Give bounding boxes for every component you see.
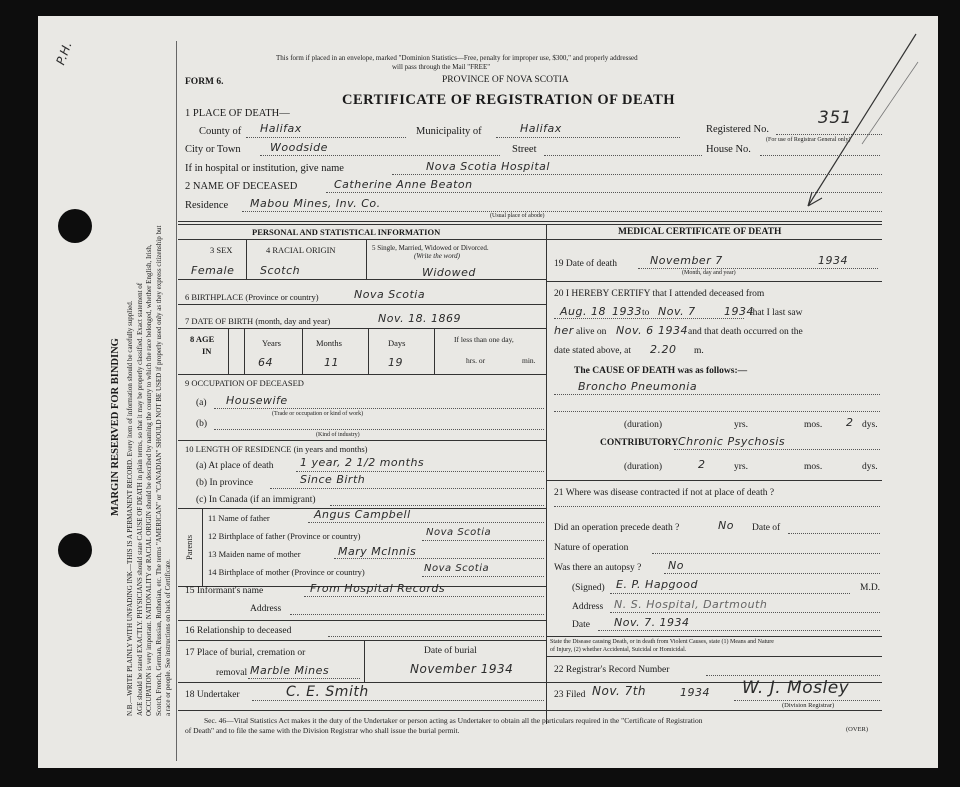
- operation-date-label: Date of: [752, 523, 781, 533]
- margin-instructions: N.B.—WRITE PLAINLY WITH UNFADING INK—THIS IS A PERMANENT RECORD. Every item of information should be carefully supplied. AGE should be stated EXACTLY. PHYSICIANS should state CAUSE OF DEATH in plain terms, so that it may be properly classified. Exact statement of OCCUPATION is very important. NATIONALITY or RACIAL ORIGIN should be described by naming the country to which the race belonged, whether English, Irish, Scotch, French, German, Russian, Ruthenian, etc. The terms "AMERICAN" or "CANADIAN" SHOULD NOT BE USED if properly used only as they express citizenship but a race or people. See instructions on back of Certificate.: [126, 225, 172, 716]
- in-province-label: (b) In province: [196, 478, 253, 488]
- signed-line: [610, 593, 850, 594]
- mother-line: [334, 558, 544, 559]
- cause-line: [554, 394, 880, 395]
- residence-value: Mabou Mines, Inv. Co.: [250, 197, 381, 210]
- occupation-note-a: (Trade or occupation or kind of work): [272, 411, 364, 417]
- personal-heading: PERSONAL AND STATISTICAL INFORMATION: [252, 227, 441, 237]
- cell-divider: [228, 328, 229, 374]
- sign-date-value: Nov. 7. 1934: [614, 616, 690, 629]
- registrar-line: [734, 700, 880, 701]
- duration-label: (duration): [624, 420, 662, 430]
- cause-days: 2: [846, 416, 854, 429]
- county-line: [246, 137, 406, 138]
- in-canada-line: [330, 505, 544, 506]
- min-label: min.: [522, 356, 536, 365]
- attended-line: [554, 318, 744, 319]
- contributory-years: 2: [698, 458, 706, 471]
- md-label: M.D.: [860, 583, 881, 593]
- nature-line: [652, 553, 880, 554]
- row-line: [546, 656, 882, 657]
- mother-birthplace-label: 14 Birthplace of mother (Province or country): [208, 567, 365, 577]
- filed-label: 23 Filed: [554, 690, 586, 700]
- place-of-death-heading: 1 PLACE OF DEATH—: [185, 108, 290, 119]
- row-line: [178, 682, 546, 683]
- signed-label: (Signed): [572, 583, 605, 593]
- attended-to-year: 1934: [724, 305, 754, 318]
- attended-to-label: to: [642, 308, 650, 318]
- death-time: 2.20: [650, 343, 677, 356]
- residence-label: Residence: [185, 200, 229, 211]
- cause-label: The CAUSE OF DEATH was as follows:—: [574, 366, 748, 376]
- violent-note: State the Disease causing Death, or in death from Violent Causes, state (1) Means and Nature: [550, 639, 774, 645]
- envelope-note-2: will pass through the Mail "FREE": [392, 63, 491, 71]
- pencil-note: P.H.: [53, 39, 75, 67]
- yrs-label-2: yrs.: [734, 462, 748, 472]
- margin-title: MARGIN RESERVED FOR BINDING: [110, 338, 121, 516]
- hospital-value: Nova Scotia Hospital: [426, 160, 550, 173]
- residence-note: (Usual place of abode): [490, 213, 545, 219]
- father-line: [308, 522, 544, 523]
- physician-address-value: N. S. Hospital, Dartmouth: [614, 598, 768, 611]
- burial-place-value: Marble Mines: [250, 664, 330, 677]
- undertaker-value: C. E. Smith: [286, 684, 369, 700]
- cell-divider: [246, 239, 247, 279]
- county-label: County of: [199, 126, 242, 137]
- death-date-year: 1934: [818, 254, 848, 267]
- municipality-value: Halifax: [520, 122, 562, 135]
- in-province-line: [270, 488, 544, 489]
- birthplace-value: Nova Scotia: [354, 288, 426, 301]
- medical-heading: MEDICAL CERTIFICATE OF DEATH: [618, 227, 782, 237]
- operation-date-line: [788, 533, 880, 534]
- father-value: Angus Campbell: [314, 508, 411, 521]
- industry-line: [214, 429, 544, 430]
- in-canada-label: (c) In Canada (if an immigrant): [196, 495, 316, 505]
- autopsy-value: No: [668, 559, 684, 572]
- row-line: [178, 239, 546, 240]
- registered-no-label: Registered No.: [706, 124, 769, 135]
- cause-value: Broncho Pneumonia: [578, 380, 698, 393]
- mother-value: Mary McInnis: [338, 545, 417, 558]
- marital-label: 5 Single, Married, Widowed or Divorced.: [372, 244, 489, 252]
- municipality-line: [496, 137, 680, 138]
- m-label: m.: [694, 346, 704, 356]
- burial-removal-label: removal: [216, 668, 248, 678]
- sign-date-label: Date: [572, 620, 590, 630]
- autopsy-label: Was there an autopsy ?: [554, 563, 642, 573]
- registrar-note: (Division Registrar): [782, 702, 835, 709]
- house-no-label: House No.: [706, 144, 751, 155]
- section-divider: [178, 221, 882, 222]
- row-line: [178, 304, 546, 305]
- father-birthplace-value: Nova Scotia: [426, 527, 492, 538]
- mother-birthplace-value: Nova Scotia: [424, 563, 490, 574]
- months-label: Months: [316, 338, 342, 348]
- informant-line: [304, 596, 544, 597]
- occupation-line: [214, 408, 544, 409]
- in-province-value: Since Birth: [300, 473, 366, 486]
- informant-address-label: Address: [250, 604, 282, 614]
- nature-label: Nature of operation: [554, 543, 629, 553]
- father-birthplace-label: 12 Birthplace of father (Province or country): [208, 531, 361, 541]
- father-birthplace-line: [422, 540, 544, 541]
- informant-value: From Hospital Records: [310, 582, 446, 595]
- cell-divider: [364, 640, 365, 682]
- contributory-value: Chronic Psychosis: [678, 435, 786, 448]
- contributory-label: CONTRIBUTORY: [600, 438, 679, 448]
- city-line: [260, 155, 500, 156]
- duration-label-2: (duration): [624, 462, 662, 472]
- death-date-note: (Month, day and year): [682, 270, 736, 276]
- burial-date-value: November 1934: [410, 662, 514, 676]
- form-number: FORM 6.: [185, 77, 224, 87]
- certificate-title: CERTIFICATE OF REGISTRATION OF DEATH: [342, 92, 676, 108]
- yrs-label: yrs.: [734, 420, 748, 430]
- dob-label: 7 DATE OF BIRTH (month, day and year): [185, 316, 331, 326]
- last-saw-label: that I last saw: [750, 308, 803, 318]
- footer-rule: [178, 710, 882, 711]
- county-value: Halifax: [260, 122, 302, 135]
- alive-label: alive on: [576, 327, 607, 337]
- cause-line-2: [554, 411, 880, 412]
- registrar-record-line: [706, 675, 880, 676]
- footer-line-2: of Death" and to file the same with the Division Registrar who shall issue the burial permit.: [185, 726, 460, 735]
- racial-value: Scotch: [260, 264, 301, 277]
- informant-address-line: [290, 614, 544, 615]
- occupation-label: 9 OCCUPATION OF DECEASED: [185, 378, 304, 388]
- row-line: [178, 440, 546, 441]
- attended-from: Aug. 18: [560, 305, 606, 318]
- occupation-note-b: (Kind of industry): [316, 432, 360, 438]
- death-date-value: November 7: [650, 254, 723, 267]
- punch-hole: [58, 533, 92, 567]
- punch-hole: [58, 209, 92, 243]
- registrar-signature: W. J. Mosley: [742, 678, 850, 698]
- less-than-day-label: If less than one day,: [454, 335, 514, 344]
- row-line: [178, 279, 546, 280]
- death-date-line: [638, 268, 878, 269]
- parents-label: Parents: [184, 534, 194, 560]
- at-place-value: 1 year, 2 1/2 months: [300, 456, 425, 469]
- city-label: City or Town: [185, 144, 241, 155]
- racial-label: 4 RACIAL ORIGIN: [266, 245, 336, 255]
- occupation-value: Housewife: [226, 394, 288, 407]
- age-label: 8 AGE: [190, 334, 215, 344]
- row-line: [546, 239, 882, 240]
- cell-divider: [302, 328, 303, 374]
- undertaker-label: 18 Undertaker: [185, 690, 240, 700]
- occupation-a: (a): [196, 398, 207, 408]
- deceased-name-value: Catherine Anne Beaton: [334, 178, 473, 191]
- date-stated-label: date stated above, at: [554, 346, 632, 356]
- sex-label: 3 SEX: [210, 245, 233, 255]
- informant-label: 15 Informant's name: [185, 586, 264, 596]
- death-date-label: 19 Date of death: [554, 259, 618, 269]
- burial-date-label: Date of burial: [424, 646, 477, 656]
- envelope-note: This form if placed in an envelope, marked "Dominion Statistics—Free, penalty for improper use, $300," and properly addressed: [276, 54, 638, 62]
- registered-note: (For use of Registrar General only): [766, 137, 851, 143]
- contributory-line: [674, 449, 880, 450]
- undertaker-line: [252, 700, 544, 701]
- relationship-label: 16 Relationship to deceased: [185, 626, 292, 636]
- burial-label: 17 Place of burial, cremation or: [185, 648, 306, 658]
- row-line: [546, 636, 882, 637]
- years-label: Years: [262, 338, 281, 348]
- municipality-label: Municipality of: [416, 126, 482, 137]
- footer-line-1: Sec. 46—Vital Statistics Act makes it the duty of the Undertaker or person acting as Undertaker to obtain all the particulars required in the "Certificate of Registration: [204, 716, 703, 725]
- row-line: [178, 328, 546, 329]
- physician-address-label: Address: [572, 602, 604, 612]
- filed-date: Nov. 7th: [592, 684, 647, 698]
- hrs-label: hrs. or: [466, 356, 486, 365]
- operation-label: Did an operation precede death ?: [554, 523, 680, 533]
- cell-divider: [244, 328, 245, 374]
- mother-birthplace-line: [422, 576, 544, 577]
- margin-rule: [176, 41, 177, 761]
- marital-value: Widowed: [422, 266, 476, 279]
- sign-date-line: [598, 630, 880, 631]
- relationship-line: [328, 636, 544, 637]
- dys-label: dys.: [862, 420, 878, 430]
- column-divider: [546, 224, 547, 724]
- province-name: PROVINCE OF NOVA SCOTIA: [442, 75, 569, 85]
- parents-divider: [202, 508, 203, 586]
- years-value: 64: [258, 356, 273, 369]
- alive-year: 1934: [658, 324, 688, 337]
- alive-date: Nov. 6: [616, 324, 654, 337]
- hospital-label: If in hospital or institution, give name: [185, 163, 344, 174]
- row-line: [178, 640, 546, 641]
- autopsy-line: [664, 573, 880, 574]
- at-place-label: (a) At place of death: [196, 461, 274, 471]
- section-divider: [178, 224, 882, 225]
- contracted-label: 21 Where was disease contracted if not at place of death ?: [554, 488, 775, 498]
- certify-label: 20 I HEREBY CERTIFY that I attended deceased from: [554, 289, 765, 299]
- mother-label: 13 Maiden name of mother: [208, 549, 301, 559]
- birthplace-label: 6 BIRTHPLACE (Province or country): [185, 292, 319, 302]
- registrar-record-label: 22 Registrar's Record Number: [554, 665, 670, 675]
- row-line: [546, 281, 882, 282]
- dob-value: Nov. 18. 1869: [378, 312, 462, 325]
- her-value: her: [554, 324, 574, 337]
- cell-divider: [366, 239, 367, 279]
- at-place-line: [296, 471, 544, 472]
- father-label: 11 Name of father: [208, 513, 270, 523]
- contracted-line: [554, 506, 880, 507]
- occupation-b: (b): [196, 419, 208, 429]
- mos-label-2: mos.: [804, 462, 823, 472]
- certificate-sheet: [38, 16, 938, 768]
- row-line: [546, 480, 882, 481]
- footer-over: (OVER): [846, 726, 869, 733]
- cell-divider: [368, 328, 369, 374]
- filed-year: 1934: [680, 686, 710, 699]
- row-line: [178, 374, 546, 375]
- operation-value: No: [718, 519, 734, 532]
- length-residence-label: 10 LENGTH OF RESIDENCE (in years and months): [185, 444, 368, 454]
- deceased-name-label: 2 NAME OF DECEASED: [185, 181, 298, 192]
- months-value: 11: [324, 356, 339, 369]
- age-label-in: IN: [202, 346, 212, 356]
- days-label: Days: [388, 338, 406, 348]
- violent-note-2: of Injury, (2) whether Accidental, Suicidal or Homicidal.: [550, 647, 687, 653]
- occurred-label: and that death occurred on the: [688, 327, 803, 337]
- physician-address-line: [610, 612, 880, 613]
- sex-value: Female: [191, 264, 235, 277]
- registered-no-value: 351: [818, 108, 852, 128]
- street-line: [544, 155, 702, 156]
- attended-to: Nov. 7: [658, 305, 696, 318]
- signed-value: E. P. Hapgood: [616, 578, 698, 591]
- burial-place-line: [248, 678, 360, 679]
- cell-divider: [434, 328, 435, 374]
- check-mark: [768, 26, 928, 216]
- row-line: [178, 620, 546, 621]
- attended-from-year: 1933: [612, 305, 642, 318]
- mos-label: mos.: [804, 420, 823, 430]
- city-value: Woodside: [270, 141, 328, 154]
- dys-label-2: dys.: [862, 462, 878, 472]
- street-label: Street: [512, 144, 537, 155]
- days-value: 19: [388, 356, 403, 369]
- marital-note: (Write the word): [414, 252, 461, 260]
